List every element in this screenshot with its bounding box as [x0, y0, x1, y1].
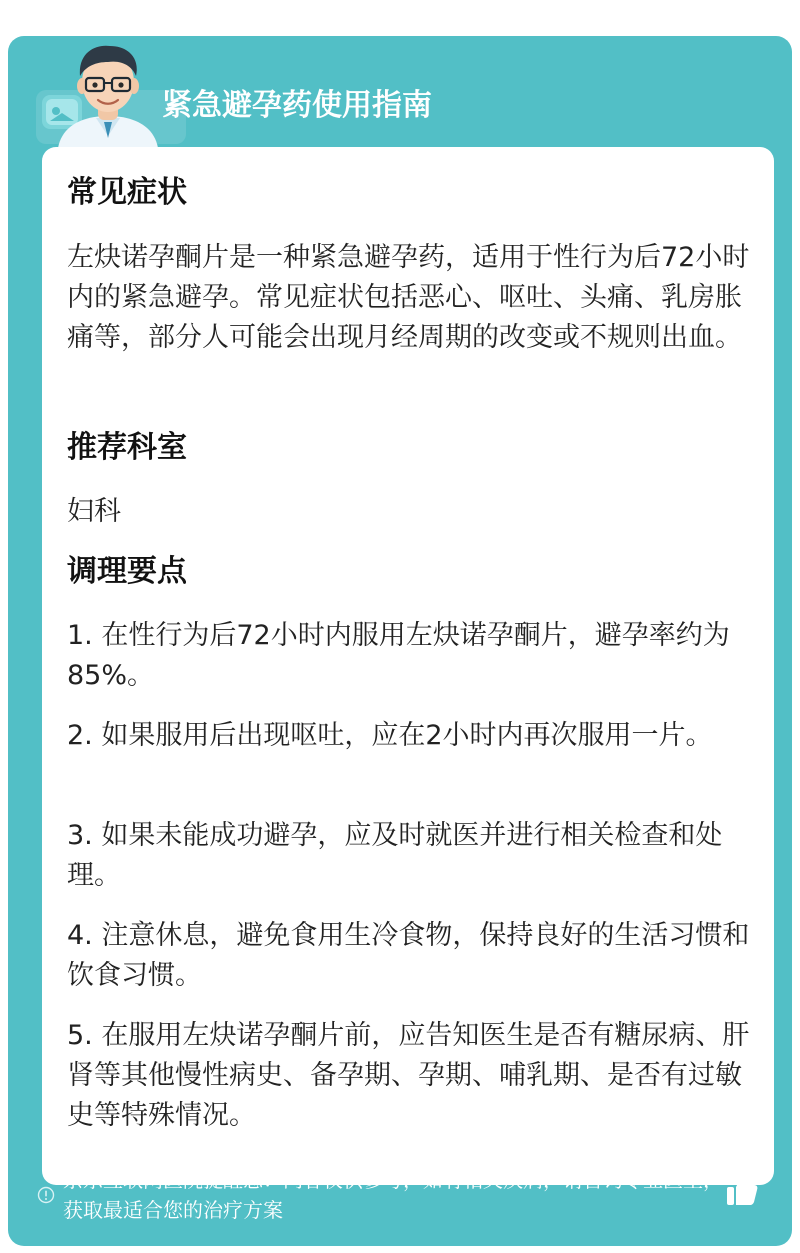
department-text: 妇科: [67, 496, 121, 527]
content-panel: [42, 147, 774, 1185]
doctor-avatar: [52, 38, 164, 148]
care-point-3: 3. 如果未能成功避孕，应及时就医并进行相关检查和处理。: [67, 820, 723, 891]
section-title-symptoms: 常见症状: [67, 175, 187, 210]
care-point-1: 1. 在性行为后72小时内服用左炔诺孕酮片，避孕率约为85%。: [67, 620, 730, 691]
care-point-4: 4. 注意休息，避免食用生冷食物，保持良好的生活习惯和饮食习惯。: [67, 920, 750, 991]
section-title-care-points: 调理要点: [67, 554, 187, 589]
info-circle-icon: [37, 1186, 55, 1204]
section-title-department: 推荐科室: [67, 430, 187, 465]
care-point-2: 2. 如果服用后出现呕吐，应在2小时内再次服用一片。: [67, 720, 713, 751]
page-title: 紧急避孕药使用指南: [162, 88, 432, 123]
care-point-5: 5. 在服用左炔诺孕酮片前，应告知医生是否有糖尿病、肝肾等其他慢性病史、备孕期、孕期、哺乳期、是否有过敏史等特殊情况。: [67, 1020, 750, 1131]
guide-card: [8, 36, 792, 1246]
thumbs-up-icon[interactable]: [725, 1172, 759, 1208]
symptoms-text: 左炔诺孕酮片是一种紧急避孕药，适用于性行为后72小时内的紧急避孕。常见症状包括恶心、呕吐、头痛、乳房胀痛等，部分人可能会出现月经周期的改变或不规则出血。: [67, 242, 750, 353]
disclaimer-text: 京东互联网医院提醒您：内容仅供参考，如有相关疾病，请咨询专业医生，获取最适合您的治疗方案: [63, 1168, 723, 1222]
